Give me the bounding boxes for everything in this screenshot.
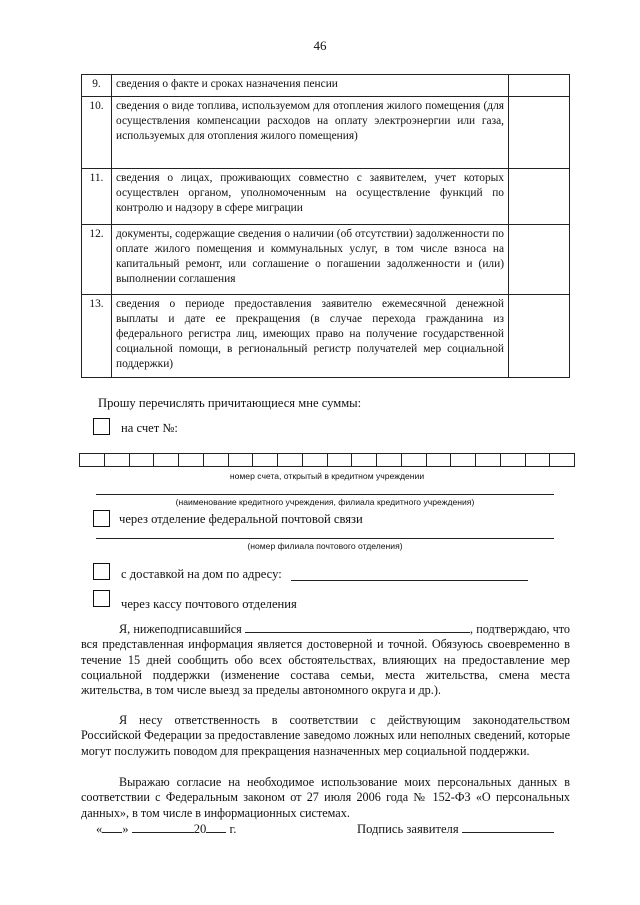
bank-name-line[interactable] <box>96 494 554 495</box>
delivery-address-line[interactable] <box>291 580 528 581</box>
row-number: 11. <box>82 169 112 225</box>
bank-caption: (наименование кредитного учреждения, филиала кредитного учреждения) <box>175 497 475 507</box>
post-office-checkbox[interactable] <box>93 510 110 527</box>
home-delivery-option-label: с доставкой на дом по адресу: <box>121 567 282 581</box>
documents-table <box>81 74 570 378</box>
date-open-quote: « <box>96 822 103 836</box>
account-caption: номер счета, открытый в кредитном учреждении <box>229 471 425 481</box>
declaration-paragraph-2: Я несу ответственность в соответствии с действующим законодательством Российской Федерации за предоставление заведомо ложных или неполных сведений, которые могут послужить поводом для прекращения назначенных мер социальной поддержки. <box>81 713 570 758</box>
declaration-paragraph-1 <box>81 621 570 698</box>
payment-heading: Прошу перечислять причитающиеся мне суммы: <box>98 396 362 410</box>
row-text: сведения о виде топлива, используемом для отопления жилого помещения (для осуществления компенсации расходов на оплату электроэнергии или газа, используемых для отопления жилого помещения) <box>112 97 509 169</box>
full-name-line[interactable] <box>245 621 470 633</box>
date-field <box>96 822 236 837</box>
home-delivery-checkbox[interactable] <box>93 563 110 580</box>
row-mark-cell[interactable] <box>509 295 570 378</box>
date-close-quote: » <box>122 822 129 836</box>
row-number: 12. <box>82 225 112 295</box>
signature-field <box>357 822 554 837</box>
declaration-text: , подтверждаю, что вся представленная информация является достоверной и точной. Обязуюсь своевременно в течение 15 дней сообщить обо всех обстоятельствах, влияющих на предоставление мер социальной поддержки (изменение состава семьи, места жительства, смена места жительства, в том числе выезд за пределы автономного округа и др.). <box>81 622 570 698</box>
table-row <box>82 97 570 169</box>
row-mark-cell[interactable] <box>509 225 570 295</box>
row-number: 13. <box>82 295 112 378</box>
row-mark-cell[interactable] <box>509 97 570 169</box>
account-checkbox[interactable] <box>93 418 110 435</box>
declaration-paragraph-3: Выражаю согласие на необходимое использование моих персональных данных в соответствии с Федеральным законом от 27 июля 2006 года № 152-ФЗ «О персональных данных», в том числе в информационных системах. <box>81 775 570 820</box>
page-number: 46 <box>313 38 327 53</box>
row-text: сведения о периоде предоставления заявителю ежемесячной денежной выплаты и дате ее прекращения (в случае перехода гражданина из федерального регистра лиц, имеющих право на получение государственной социальной помощи, в региональный регистр получателей мер социальной поддержки) <box>112 295 509 378</box>
account-option-label: на счет №: <box>121 421 178 435</box>
year-suffix: г. <box>229 822 237 836</box>
table-row <box>82 225 570 295</box>
row-text: документы, содержащие сведения о наличии (об отсутствии) задолженности по оплате жилого помещения и коммунальных услуг, в том числе взноса на капитальный ремонт, или соглашение о погашении задолженности и (или) выполнении соглашения <box>112 225 509 295</box>
post-office-option-label: через отделение федеральной почтовой связи <box>119 512 363 526</box>
row-text: сведения о факте и сроках назначения пенсии <box>112 75 509 97</box>
table-row <box>82 169 570 225</box>
row-mark-cell[interactable] <box>509 169 570 225</box>
post-branch-caption: (номер филиала почтового отделения) <box>247 541 403 551</box>
row-mark-cell[interactable] <box>509 75 570 97</box>
declaration-intro: Я, нижеподписавшийся <box>119 622 242 636</box>
account-number-field[interactable] <box>79 453 575 467</box>
signature-line[interactable] <box>462 822 554 833</box>
year-prefix: 20 <box>193 822 207 836</box>
cash-desk-checkbox[interactable] <box>93 590 110 607</box>
day-input-line[interactable] <box>102 822 122 833</box>
year-input-line[interactable] <box>206 822 226 833</box>
row-number: 10. <box>82 97 112 169</box>
signature-label: Подпись заявителя <box>357 822 459 836</box>
month-input-line[interactable] <box>132 822 194 833</box>
row-text: сведения о лицах, проживающих совместно с заявителем, учет которых осуществлен органом, уполномоченным на осуществление функций по контролю и надзору в сфере миграции <box>112 169 509 225</box>
post-branch-line[interactable] <box>96 538 554 539</box>
table-row <box>82 75 570 97</box>
cash-desk-option-label: через кассу почтового отделения <box>121 597 297 611</box>
row-number: 9. <box>82 75 112 97</box>
table-row <box>82 295 570 378</box>
